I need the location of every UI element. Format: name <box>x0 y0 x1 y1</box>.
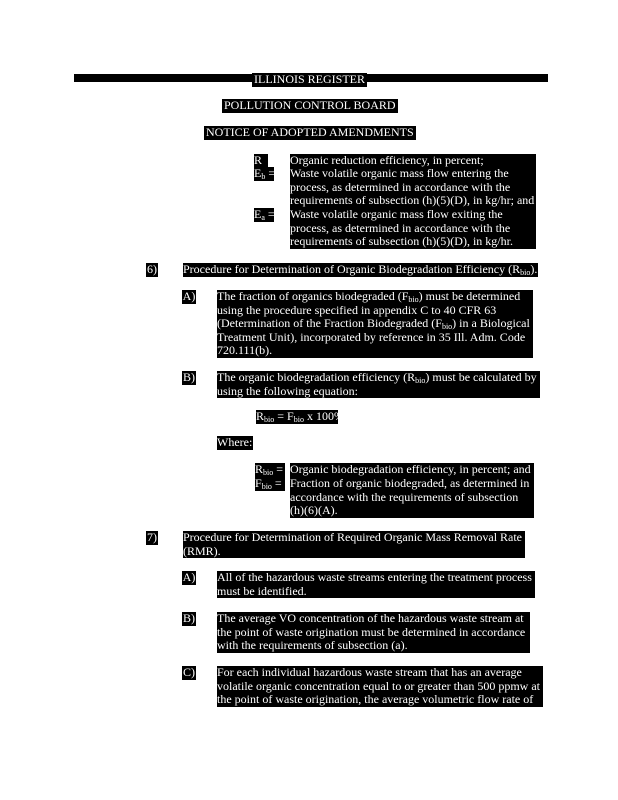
section-7-title-line: Procedure for Determination of Required Organic Mass Removal Rate <box>183 530 523 544</box>
section-6a-line: using the procedure specified in appendix C to 40 CFR 63 <box>217 302 497 317</box>
def-fbio-line: accordance with the requirements of subsection <box>290 489 519 504</box>
board-title: POLLUTION CONTROL BOARD <box>224 98 396 112</box>
section-7a-line: All of the hazardous waste streams entering the treatment process <box>217 570 532 584</box>
section-7b-line: the point of waste origination must be determined in accordance <box>217 624 526 639</box>
notice-title: NOTICE OF ADOPTED AMENDMENTS <box>206 125 414 139</box>
section-6-title: Procedure for Determination of Organic Biodegradation Efficiency $(R_{bio})$. <box>183 262 538 277</box>
section-6a-text <box>217 290 533 358</box>
section-6a-line: The fraction of organics biodegraded $(F_{bio})$ must be determined <box>217 289 521 304</box>
def-ea-line: Waste volatile organic mass flow exiting the <box>290 207 503 221</box>
section-7a-line: must be identified. <box>217 583 307 598</box>
section-6b-text <box>217 371 540 398</box>
def-eb-text <box>290 167 536 208</box>
def-rbio-text: Organic biodegradation efficiency, in percent; and <box>290 463 534 477</box>
section-6b-line: using the following equation: <box>217 383 358 398</box>
register-title: ILLINOIS REGISTER <box>254 72 365 86</box>
def-fbio-text <box>290 477 534 518</box>
def-ea-line: requirements of subsection (h)(5)(D), in kg/hr. <box>290 234 513 248</box>
section-7c-line: volatile organic concentration equal to or greater than 500 ppmw at <box>217 678 540 693</box>
section-7b-text <box>217 612 530 653</box>
def-fbio-line: (h)(6)(A). <box>290 503 338 517</box>
def-r-text: Organic reduction efficiency, in percent; <box>290 154 536 168</box>
def-eb-symbol: $E_b$ = <box>254 166 276 181</box>
section-7b-line: The average VO concentration of the hazardous waste stream at <box>217 611 524 625</box>
def-ea-line: process, as determined in accordance with the <box>290 220 511 235</box>
section-7-number: 7) <box>147 530 157 544</box>
section-6b-line: The organic biodegradation efficiency $(R_{bio})$ must be calculated by <box>217 370 537 385</box>
section-7a-marker: A) <box>182 570 196 584</box>
def-ea-symbol: $E_a$ = <box>254 207 275 222</box>
section-6-number: 6) <box>147 262 157 276</box>
section-7c-marker: C) <box>183 665 195 679</box>
def-fbio-symbol: $F_{bio}$ = <box>255 477 285 491</box>
section-7b-line: with the requirements of subsection (a). <box>217 638 408 652</box>
section-6a-line: 720.111(b). <box>217 343 273 357</box>
section-7a-text <box>217 571 535 598</box>
section-7c-line: For each individual hazardous waste stream that has an average <box>217 665 522 679</box>
def-eb-line: Waste volatile organic mass flow entering the <box>290 166 509 180</box>
section-6a-line: Treatment Unit), incorporated by reference in 35 Ill. Adm. Code <box>217 329 526 344</box>
section-7-title-line: (RMR). <box>183 543 221 558</box>
def-eb-line: requirements of subsection (h)(5)(D), in kg/hr; and <box>290 193 535 207</box>
section-6b-marker: B) <box>183 370 195 384</box>
section-6a-line: (Determination of the Fraction Biodegraded $(F_{bio})$ in a Biological <box>217 316 530 331</box>
biodegradation-equation: $R_{bio} = F_{bio}$ x 100% <box>256 409 344 424</box>
def-rbio-symbol: $R_{bio}$ = <box>255 462 284 477</box>
def-fbio-line: Fraction of organic biodegraded, as determined in <box>290 476 530 490</box>
section-6a-marker: A) <box>182 289 196 303</box>
section-7b-marker: B) <box>183 611 195 625</box>
section-7-title <box>183 531 525 558</box>
section-7c-text <box>217 666 543 707</box>
def-eb-line: process, as determined in accordance with the <box>290 179 511 194</box>
where-label: Where: <box>217 435 253 449</box>
section-7c-line: the point of waste origination, the average volumetric flow rate of <box>217 692 534 706</box>
def-r-symbol: R <box>254 154 268 168</box>
def-ea-text <box>290 208 536 249</box>
